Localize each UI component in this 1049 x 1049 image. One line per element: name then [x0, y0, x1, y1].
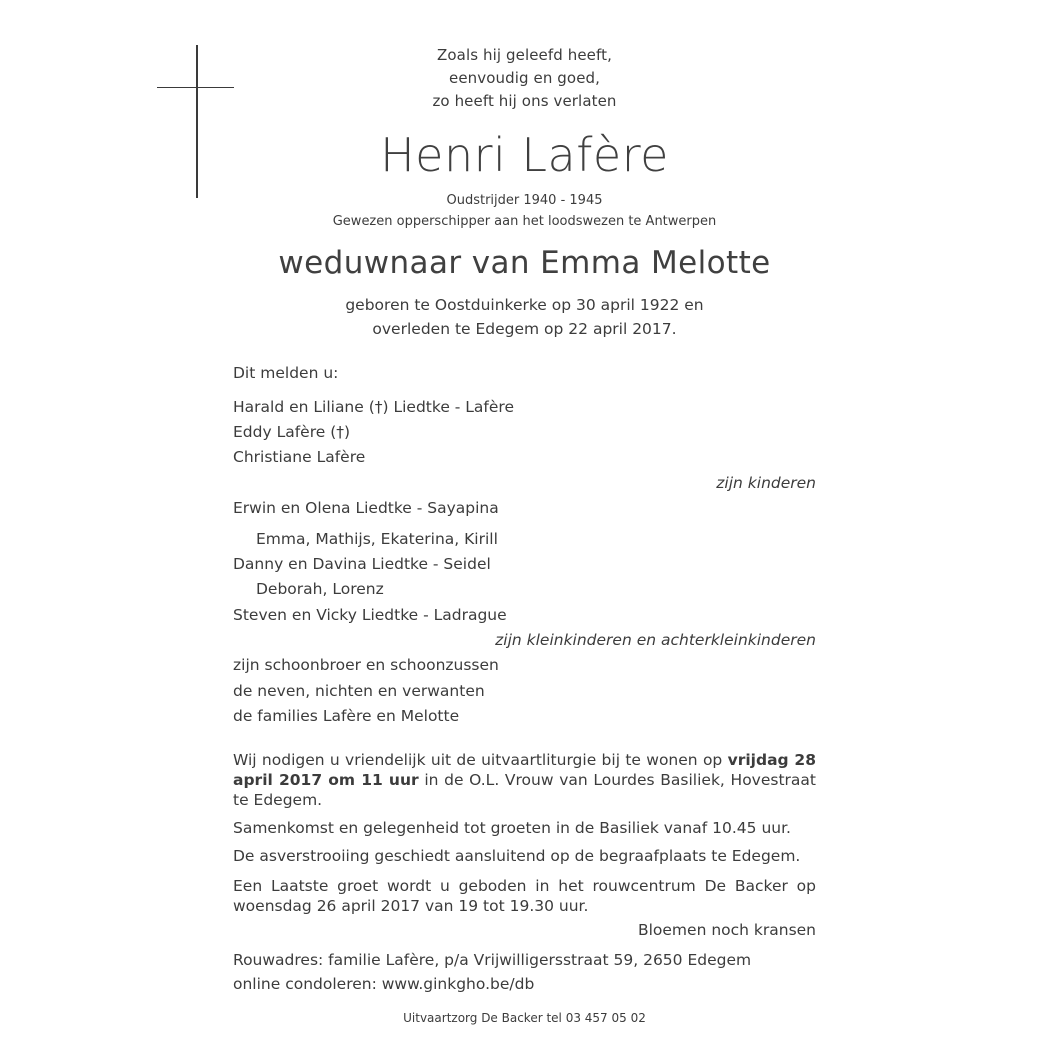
funeral-home-footer: Uitvaartzorg De Backer tel 03 457 05 02	[403, 1011, 646, 1025]
great-grandchildren: Emma, Mathijs, Ekaterina, Kirill	[256, 530, 498, 548]
gathering-info: Samenkomst en gelegenheid tot groeten in de Basiliek vanaf 10.45 uur.	[233, 819, 791, 837]
grandchild-family: Danny en Davina Liedtke - Seidel	[233, 555, 491, 573]
great-grandchildren: Deborah, Lorenz	[256, 580, 384, 598]
death-line: overleden te Edegem op 22 april 2017.	[372, 320, 677, 338]
child-name: Eddy Lafère (†)	[233, 423, 351, 441]
mourning-address: Rouwadres: familie Lafère, p/a Vrijwilligersstraat 59, 2650 Edegem	[233, 951, 752, 969]
online-condolence: online condoleren: www.ginkgho.be/db	[233, 975, 535, 993]
funeral-text: Wij nodigen u vriendelijk uit de uitvaartliturgie bij te wonen op	[233, 751, 728, 769]
quote-line: zo heeft hij ons verlaten	[432, 92, 617, 110]
funeral-invitation	[233, 750, 816, 810]
funeral-location: in de O.L. Vrouw van Lourdes Basiliek, Hovestraat te Edegem.	[233, 771, 816, 809]
ashes-info: De asverstrooiing geschiedt aansluitend op de begraafplaats te Edegem.	[233, 847, 801, 865]
child-name: Harald en Liliane (†) Liedtke - Lafère	[233, 398, 514, 416]
flowers-note: Bloemen noch kransen	[637, 921, 816, 939]
subtitle	[0, 190, 1049, 232]
grandchildren-label: zijn kleinkinderen en achterkleinkinderen	[495, 631, 816, 649]
subtitle-line: Oudstrijder 1940 - 1945	[446, 193, 603, 208]
opening-quote	[0, 44, 1049, 113]
deceased-name: Henri Lafère	[380, 128, 669, 182]
funeral-date: vrijdag 28 april 2017 om 11 uur	[233, 751, 817, 789]
children-label: zijn kinderen	[716, 474, 816, 492]
announce-intro: Dit melden u:	[233, 364, 339, 382]
birth-line: geboren te Oostduinkerke op 30 april 1922 en	[345, 296, 704, 314]
grandchild-family: Steven en Vicky Liedtke - Ladrague	[233, 606, 507, 624]
life-dates	[0, 293, 1049, 341]
widower-line: weduwnaar van Emma Melotte	[278, 245, 771, 281]
relatives-line: zijn schoonbroer en schoonzussen	[233, 656, 499, 674]
subtitle-line: Gewezen opperschipper aan het loodswezen te Antwerpen	[332, 214, 717, 229]
quote-line: Zoals hij geleefd heeft,	[437, 46, 612, 64]
relatives-line: de neven, nichten en verwanten	[233, 682, 485, 700]
child-name: Christiane Lafère	[233, 448, 366, 466]
last-greeting-info: Een Laatste groet wordt u geboden in het rouwcentrum De Backer op woensdag 26 april 2017 van 19 tot 19.30 uur.	[233, 877, 816, 915]
relatives-line: de families Lafère en Melotte	[233, 707, 460, 725]
quote-line: eenvoudig en goed,	[448, 69, 601, 87]
grandchild-family: Erwin en Olena Liedtke - Sayapina	[233, 499, 499, 517]
